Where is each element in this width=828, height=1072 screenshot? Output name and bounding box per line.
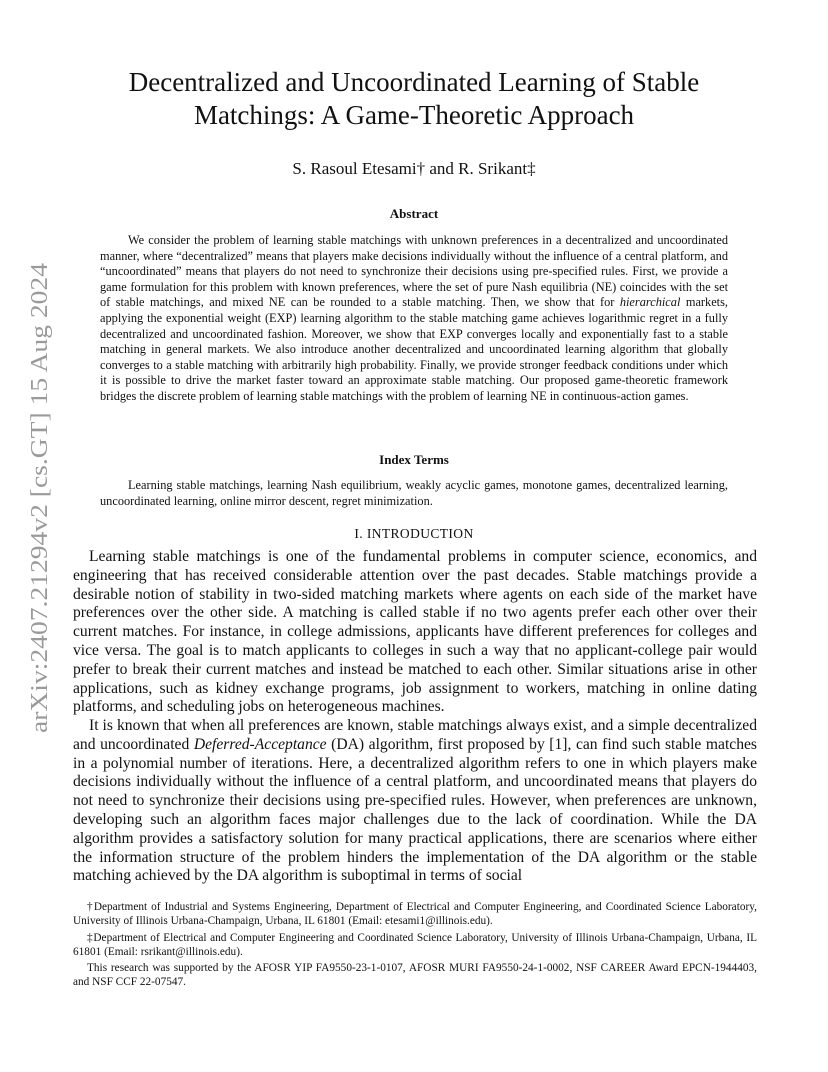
abstract-heading: Abstract [389, 206, 439, 221]
footnotes [73, 900, 757, 992]
footnote-affiliation-1: †Department of Industrial and Systems Engineering, Department of Electrical and Computer Engineering, and Coordinated Science Laboratory, University of Illinois Urbana-Champaign, Urbana, IL 61801 (Email: etesami1@illinois.edu). [73, 901, 757, 928]
arxiv-identifier-stamp [16, 255, 56, 733]
index-terms-heading: Index Terms [379, 452, 449, 467]
intro-paragraph-2: It is known that when all preferences are known, stable matchings always exist, and a simple decentralized and uncoordinated Deferred-Acceptance (DA) algorithm, first proposed by [1], can find such stable matches in a polynomial number of iterations. Here, a decentralized algorithm refers to one in which players make decisions individually without the influence of a central platform, and uncoordinated means that players do not need to synchronize their decisions using pre-specified rules. However, when preferences are unknown, developing such an algorithm faces major challenges due to the lack of coordination. While the DA algorithm provides a satisfactory solution for many practical applications, there are scenarios where either the information structure of the problem hinders the implementation of the DA algorithm or the stable matching achieved by the DA algorithm is suboptimal in terms of social [73, 717, 757, 885]
footnote-affiliation-2: ‡Department of Electrical and Computer Engineering and Coordinated Science Laboratory, University of Illinois Urbana-Champaign, Urbana, IL 61801 (Email: rsrikant@illinois.edu). [73, 931, 757, 958]
arxiv-stamp-text: arXiv:2407.21294v2 [cs.GT] 15 Aug 2024 [26, 315, 53, 733]
deferred-acceptance-emphasis: Deferred-Acceptance [193, 735, 327, 753]
footnote-funding: This research was supported by the AFOSR YIP FA9550-23-1-0107, AFOSR MURI FA9550-24-1-0002, NSF CAREER Award EPCN-1944403, and NSF CCF 22-07547. [73, 962, 757, 989]
intro-paragraph-1: Learning stable matchings is one of the fundamental problems in computer science, economics, and engineering that has received considerable attention over the past decades. Stable matchings provide a desirable notion of stability in two-sided matching markets where agents on each side of the market have preferences over the other side. A matching is called stable if no two agents prefer each other over their current matches. For instance, in college admissions, applicants have different preferences for colleges and vice versa. The goal is to match applicants to colleges in such a way that no applicant-college pair would prefer to break their current matches and instead be matched to each other. Similar situations arise in other applications, such as kidney exchange programs, job assignment to workers, matching in online dating platforms, and scheduling jobs on heterogeneous machines. [73, 548, 757, 716]
paper-title: Decentralized and Uncoordinated Learning of Stable Matchings: A Game-Theoretic Approach [128, 67, 700, 130]
abstract-text: We consider the problem of learning stable matchings with unknown preferences in a decentralized and uncoordinated manner, where “decentralized” means that players make decisions individually without the influence of a central platform, and “uncoordinated” means that players do not need to synchronize their decisions using pre-specified rules. First, we provide a game formulation for this problem with known preferences, where the set of pure Nash equilibria (NE) coincides with the set of stable matchings, and mixed NE can be rounded to a stable matching. Then, we show that for hierarchical markets, applying the exponential weight (EXP) learning algorithm to the stable matching game achieves logarithmic regret in a fully decentralized and uncoordinated fashion. Moreover, we show that EXP converges locally and exponentially fast to a stable matching in general markets. We also introduce another decentralized and uncoordinated learning algorithm that globally converges to a stable matching with arbitrarily high probability. Finally, we provide stronger feedback conditions under which it is possible to drive the market faster toward an approximate stable matching. Our proposed game-theoretic framework bridges the discrete problem of learning stable matchings with the problem of learning NE in continuous-action games. [100, 233, 729, 403]
abstract-emphasis: hierarchical [619, 295, 681, 310]
introduction-heading: I. INTRODUCTION [354, 526, 474, 541]
index-terms-text: Learning stable matchings, learning Nash equilibrium, weakly acyclic games, monotone games, decentralized learning, uncoordinated learning, online mirror descent, regret minimization. [100, 478, 728, 508]
author-line: S. Rasoul Etesami† and R. Srikant‡ [292, 159, 536, 178]
